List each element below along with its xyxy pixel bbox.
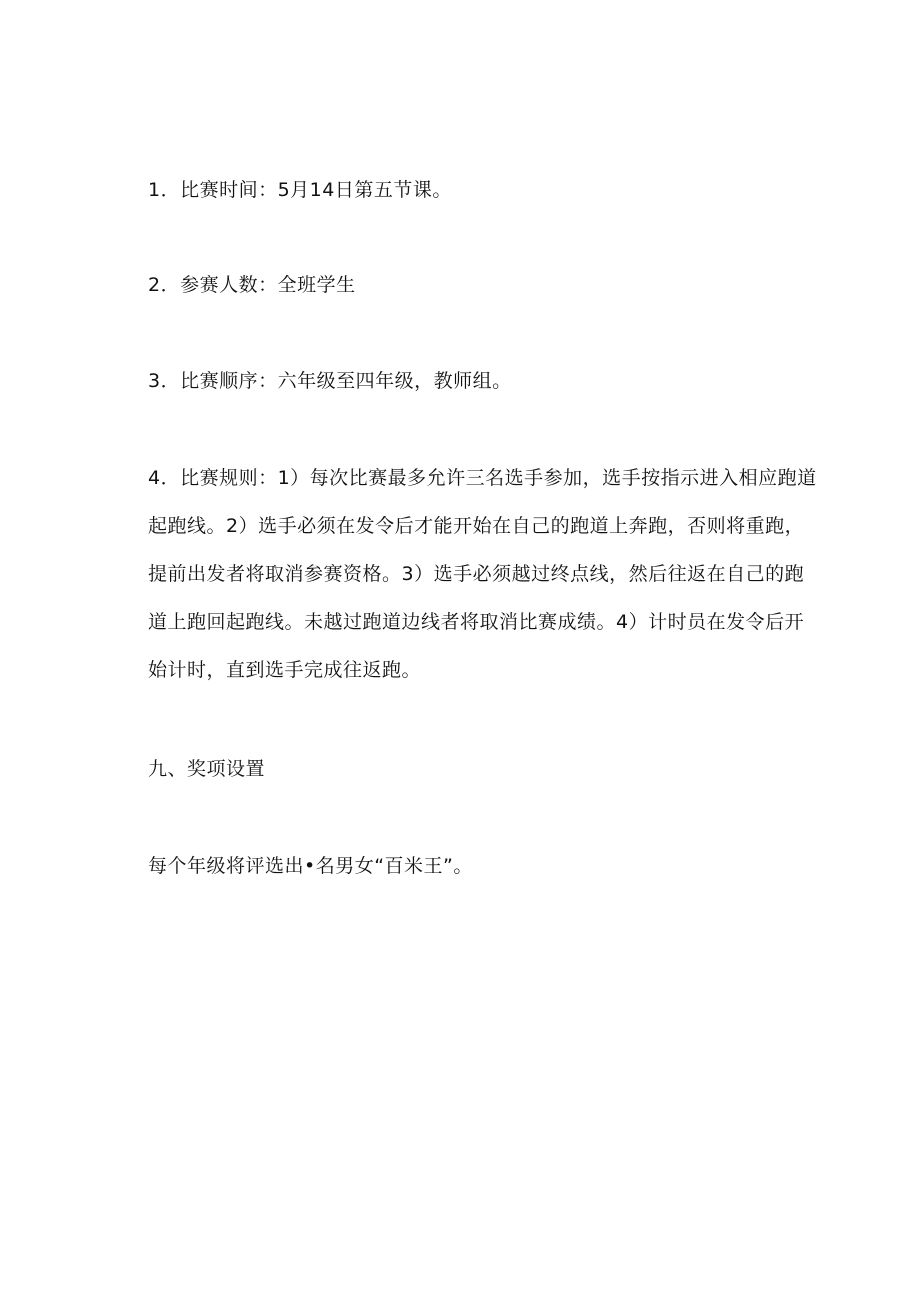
item-competition-rules: 4．比赛规则：1）每次比赛最多允许三名选手参加，选手按指示进入相应跑道起跑线。2）选手必须在发令后才能开始在自己的跑道上奔跑，否则将重跑，提前出发者将取消参赛资格。3）选手必须越过终点线，然后往返在自己的跑道上跑回起跑线。未越过跑道边线者将取消比赛成绩。4）计时员在发令后开始计时，直到选手完成往返跑。 xyxy=(148,467,817,681)
item-competition-time: 1．比赛时间：5月14日第五节课。 xyxy=(148,179,452,201)
item-competition-order: 3．比赛顺序：六年级至四年级，教师组。 xyxy=(148,370,512,392)
section-heading-awards: 九、奖项设置 xyxy=(148,758,266,780)
item-participants: 2．参赛人数：全班学生 xyxy=(148,274,356,296)
award-description: 每个年级将评选出•名男女“百米王”。 xyxy=(148,855,473,877)
